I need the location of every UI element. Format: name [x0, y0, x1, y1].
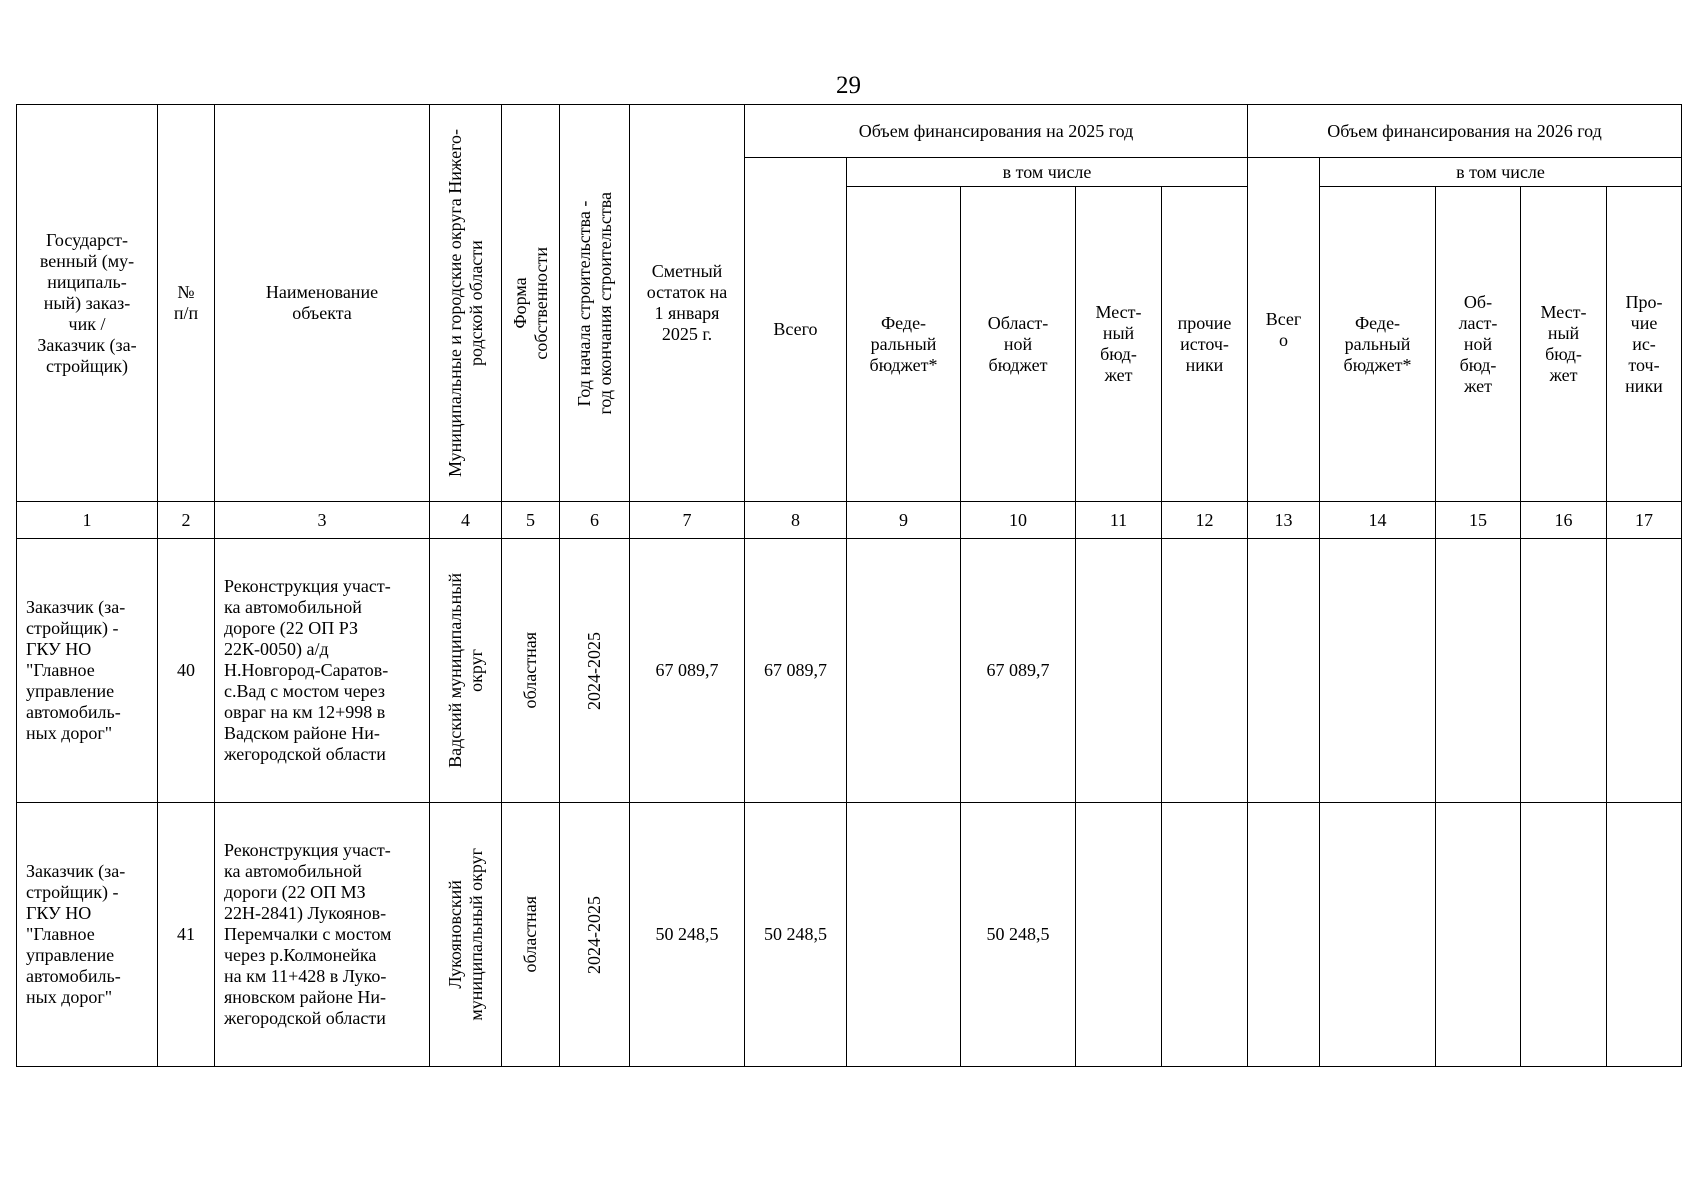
header-years-text: Год начала строительства - год окончания строительства — [573, 191, 615, 415]
header-customer: Государст- венный (му- ниципаль- ный) заказ- чик / Заказчик (за- стройщик) — [17, 105, 158, 502]
column-number: 17 — [1607, 502, 1682, 539]
ownership-cell — [502, 803, 560, 1067]
header-district — [430, 105, 502, 502]
other-2026-cell — [1607, 803, 1682, 1067]
column-number: 10 — [961, 502, 1076, 539]
federal-2025-cell — [847, 803, 961, 1067]
column-number: 13 — [1248, 502, 1320, 539]
number-cell: 41 — [158, 803, 215, 1067]
header-other-2026: Про- чие ис- точ- ники — [1607, 187, 1682, 502]
column-number: 9 — [847, 502, 961, 539]
header-federal-2026: Феде- ральный бюджет* — [1320, 187, 1436, 502]
header-including-2026: в том числе — [1320, 158, 1682, 187]
district-cell — [430, 539, 502, 803]
other-2026-cell — [1607, 539, 1682, 803]
federal-2026-cell — [1320, 539, 1436, 803]
district-text: Вадский муниципальный округ — [444, 573, 486, 768]
header-estimate-remainder: Сметный остаток на 1 января 2025 г. — [630, 105, 745, 502]
header-years — [560, 105, 630, 502]
object-name-cell: Реконструкция участ- ка автомобильной дороги (22 ОП МЗ 22Н-2841) Лукоянов- Перемчалки с мостом через р.Колмонейка на км 11+428 в Луко- яновском районе Ни- жегородской области — [215, 803, 430, 1067]
column-number: 7 — [630, 502, 745, 539]
column-number: 15 — [1436, 502, 1521, 539]
total-2026-cell — [1248, 803, 1320, 1067]
years-cell — [560, 803, 630, 1067]
regional-2026-cell — [1436, 803, 1521, 1067]
federal-2026-cell — [1320, 803, 1436, 1067]
remainder-cell: 50 248,5 — [630, 803, 745, 1067]
header-total-2025: Всего — [745, 158, 847, 502]
header-ownership — [502, 105, 560, 502]
federal-2025-cell — [847, 539, 961, 803]
total-2025-cell: 50 248,5 — [745, 803, 847, 1067]
column-number-row — [17, 502, 1682, 539]
header-local-2026: Мест- ный бюд- жет — [1521, 187, 1607, 502]
header-local-2025: Мест- ный бюд- жет — [1076, 187, 1162, 502]
header-including-2025: в том числе — [847, 158, 1248, 187]
table-row — [17, 803, 1682, 1067]
header-regional-2026: Об- ласт- ной бюд- жет — [1436, 187, 1521, 502]
years-text: 2024-2025 — [584, 631, 604, 710]
ownership-text: областная — [520, 896, 540, 973]
customer-cell: Заказчик (за- стройщик) - ГКУ НО "Главное управление автомобиль- ных дорог" — [17, 803, 158, 1067]
regional-2026-cell — [1436, 539, 1521, 803]
header-district-text: Муниципальные и городские округа Нижего- родской области — [444, 129, 486, 477]
local-2026-cell — [1521, 539, 1607, 803]
customer-cell: Заказчик (за- стройщик) - ГКУ НО "Главное управление автомобиль- ных дорог" — [17, 539, 158, 803]
object-name-cell: Реконструкция участ- ка автомобильной дороге (22 ОП РЗ 22К-0050) а/д Н.Новгород-Саратов- с.Вад с мостом через овраг на км 12+998 в Вадском районе Ни- жегородской области — [215, 539, 430, 803]
ownership-cell — [502, 539, 560, 803]
column-number: 12 — [1162, 502, 1248, 539]
financing-table — [16, 104, 1682, 1067]
other-2025-cell — [1162, 803, 1248, 1067]
table-row — [17, 539, 1682, 803]
local-2025-cell — [1076, 539, 1162, 803]
total-2025-cell: 67 089,7 — [745, 539, 847, 803]
other-2025-cell — [1162, 539, 1248, 803]
column-number: 3 — [215, 502, 430, 539]
column-number: 4 — [430, 502, 502, 539]
regional-2025-cell: 50 248,5 — [961, 803, 1076, 1067]
page-number: 29 — [836, 72, 861, 99]
column-number: 6 — [560, 502, 630, 539]
header-financing-2025: Объем финансирования на 2025 год — [745, 105, 1248, 158]
remainder-cell: 67 089,7 — [630, 539, 745, 803]
column-number: 11 — [1076, 502, 1162, 539]
years-cell — [560, 539, 630, 803]
header-regional-2025: Област- ной бюджет — [961, 187, 1076, 502]
header-row — [17, 105, 1682, 158]
column-number: 8 — [745, 502, 847, 539]
column-number: 2 — [158, 502, 215, 539]
header-total-2026: Всег о — [1248, 158, 1320, 502]
header-federal-2025: Феде- ральный бюджет* — [847, 187, 961, 502]
local-2026-cell — [1521, 803, 1607, 1067]
district-cell — [430, 803, 502, 1067]
header-ownership-text: Форма собственности — [509, 246, 551, 360]
local-2025-cell — [1076, 803, 1162, 1067]
total-2026-cell — [1248, 539, 1320, 803]
ownership-text: областная — [520, 632, 540, 709]
header-object-name: Наименование объекта — [215, 105, 430, 502]
column-number: 14 — [1320, 502, 1436, 539]
column-number: 5 — [502, 502, 560, 539]
header-number: № п/п — [158, 105, 215, 502]
years-text: 2024-2025 — [584, 895, 604, 974]
column-number: 1 — [17, 502, 158, 539]
regional-2025-cell: 67 089,7 — [961, 539, 1076, 803]
header-financing-2026: Объем финансирования на 2026 год — [1248, 105, 1682, 158]
header-other-2025: прочие источ- ники — [1162, 187, 1248, 502]
number-cell: 40 — [158, 539, 215, 803]
column-number: 16 — [1521, 502, 1607, 539]
district-text: Лукояновский муниципальный округ — [444, 848, 486, 1021]
